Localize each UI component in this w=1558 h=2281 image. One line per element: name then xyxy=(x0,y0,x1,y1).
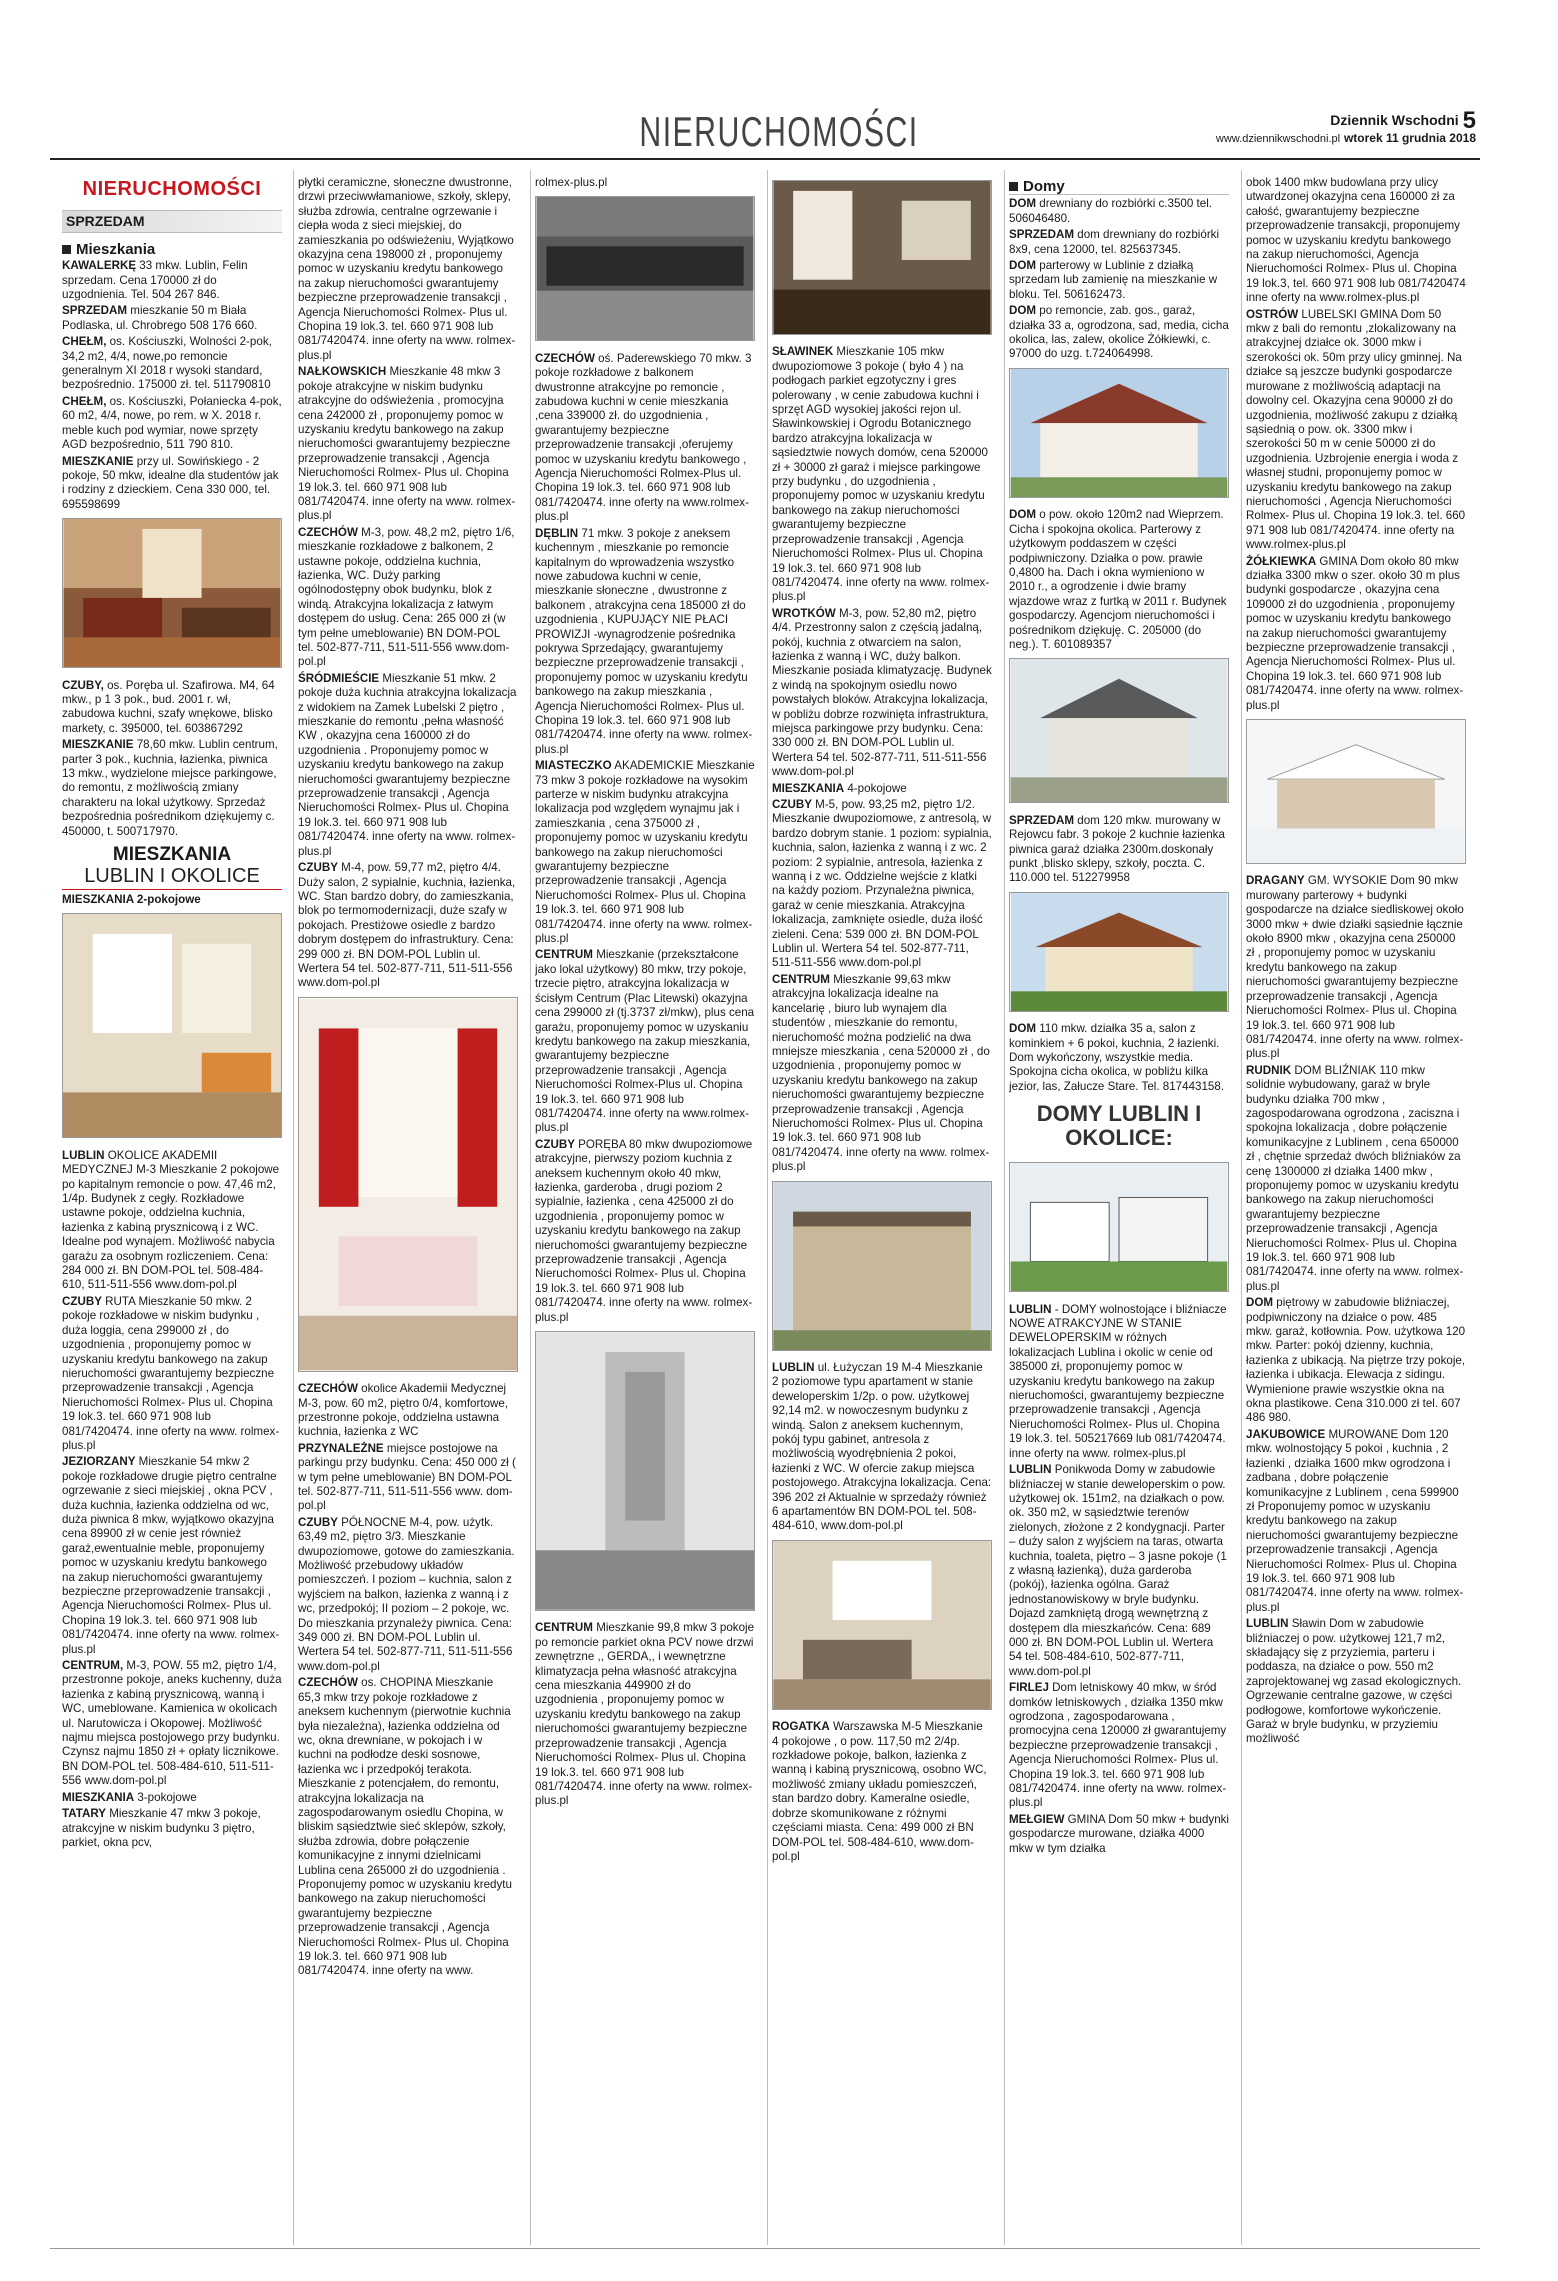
ad-text: PÓŁNOCNE M-4, pow. użytk. 63,49 m2, piętro 3/3. Mieszkanie dwupoziomowe, gotowe do zamieszkania. Możliwość przebudowy układów pomieszczeń. I poziom – kuchnia, salon z wyjściem na balkon, łazienka z wanną i z wc, przedpokój; II poziom – 2 pokoje, wc. Do mieszkania przynależy piwnica. Cena: 349 000 zł. BN DOM-POL Lublin ul. Wertera 54 tel. 502-877-711, 511-511-556 www.dom-pol.pl xyxy=(298,1515,515,1673)
ad-lead: DOM xyxy=(1009,1022,1037,1036)
classified-ad xyxy=(772,607,992,780)
classified-ad xyxy=(298,176,518,363)
ad-lead: MIESZKANIA xyxy=(772,781,845,795)
ad-text: OKOLICE AKADEMII MEDYCZNEJ M-3 Mieszkanie 2 pokojowe po kapitalnym remoncie o pow. 47,46 m2, 1/4p. Budynek z cegły. Rozkładowe ustawne pokoje, oddzielna kuchnia, łazienka z kabiną prysznicową i z WC. Idealne pod wynajem. Możliwość nabycia garażu za osobnym rozliczeniem. Cena: 284 000 zł. BN DOM-POL tel. 508-484-610, 511-511-556 www.dom-pol.pl xyxy=(62,1148,280,1292)
house-photo xyxy=(1009,368,1229,498)
classified-ad xyxy=(535,176,755,190)
ad-lead: DĘBLIN xyxy=(535,526,579,540)
classified-ad xyxy=(535,948,755,1135)
section-title: NIERUCHOMOŚCI xyxy=(82,178,262,200)
ad-lead: CENTRUM xyxy=(535,1621,593,1635)
ad-lead: SPRZEDAM xyxy=(62,304,128,318)
classified-ad xyxy=(62,679,282,737)
ad-text: obok 1400 mkw budowlana przy ulicy utwardzonej okazyjna cena 160000 zł za całość, gwarantujemy bezpieczne przeprowadzenie transakcji, proponujemy pomoc w uzyskaniu kredytu bankowego na zakup nieruchomości, Agencja Nieruchomości Rolmex- Plus ul. Chopina 19 lok.3, tel. 660 971 908 lub 081/7420474 inne oferty na www.rolmex-plus.pl xyxy=(1246,176,1466,305)
classified-ad xyxy=(298,365,518,523)
ad-lead: NAŁKOWSKICH xyxy=(298,365,387,379)
page-title: NIERUCHOMOŚCI xyxy=(639,108,919,155)
classified-ad xyxy=(298,1442,518,1514)
ad-text: 3-pokojowe xyxy=(134,1790,197,1804)
ad-lead: CZECHÓW xyxy=(298,1382,358,1396)
classified-ad xyxy=(1246,308,1466,553)
category-bar: SPRZEDAM xyxy=(62,210,282,232)
ad-text: oś. Paderewskiego 70 mkw. 3 pokoje rozkładowe z balkonem dwustronne atrakcyjne po remoncie , zabudowa kuchni w cenie mieszkania ,cena 339000 zł. do uzgodnienia , gwarantujemy bezpieczne przeprowadzenie transakcji ,oferujemy pomoc w uzyskaniu kredytu bankowego , Agencja Nieruchomości Rolmex-Plus ul. Chopina 19 lok.3. tel. 660 971 908 lub 081/7420474. inne oferty na www.rolmex-plus.pl xyxy=(535,351,752,524)
ad-text: Mieszkanie 99,8 mkw 3 pokoje po remoncie parkiet okna PCV nowe drzwi zewnętrzne ,, GERDA,, i wewnętrzne klimatyzacja pełna własność atrakcyjna cena mieszkania 449900 zł do uzgodnienia , proponujemy pomoc w uzyskaniu kredytu bankowego na zakup nieruchomości gwarantujemy bezpieczne przeprowadzenie transakcji , Agencja Nieruchomości Rolmex- Plus ul. Chopina 19 lok.3. tel. 660 971 908 lub 081/7420474. inne oferty na www. rolmex-plus.pl xyxy=(535,1621,755,1808)
ad-lead: LUBLIN xyxy=(1009,1463,1052,1477)
classified-ad xyxy=(1246,1428,1466,1615)
ad-lead: MIESZKANIA xyxy=(62,1790,135,1804)
ad-text: 33 mkw. Lublin, Felin sprzedam. Cena 170000 zł do uzgodnienia. Tel. 504 267 846. xyxy=(62,259,248,302)
ad-lead: TATARY xyxy=(62,1807,107,1821)
classified-ad xyxy=(535,1138,755,1325)
ad-lead: CZUBY, xyxy=(62,678,104,692)
classified-ad xyxy=(772,973,992,1175)
ad-text: rolmex-plus.pl xyxy=(535,176,608,189)
classified-ad xyxy=(62,1791,282,1805)
ad-lead: DOM xyxy=(1009,259,1037,273)
ad-lead: MIESZKANIE xyxy=(62,454,134,468)
issue-date: wtorek 11 grudnia 2018 xyxy=(1343,131,1476,145)
column-2 xyxy=(298,176,518,2242)
footer-rule xyxy=(50,2248,1480,2249)
classified-ad xyxy=(772,1361,992,1534)
ad-text: ul. Łużyczan 19 M-4 Mieszkanie 2 poziomowe typu apartament w stanie deweloperskim 1/2p. o pow. użytkowej 92,14 m2. w nowoczesnym budynku z windą. Salon z aneksem kuchennym, pokój typu gabinet, antresola z możliwością wyodrębnienia 2 pokoi, łazienki z WC. W ofercie zakup miejsca postojowego. Atrakcyjna lokalizacja. Cena: 396 202 zł Aktualnie w sprzedaży również 6 apartamentów BN DOM-POL tel. 508-484-610, www.dom-pol.pl xyxy=(772,1360,992,1533)
classified-ad xyxy=(62,1295,282,1453)
classified-ad xyxy=(62,304,282,333)
block-subtitle: LUBLIN I OKOLICE xyxy=(84,865,260,887)
classified-ad xyxy=(1009,1681,1229,1811)
classified-ad xyxy=(1246,1617,1466,1747)
house-photo xyxy=(1009,892,1229,1012)
ad-lead: SŁAWINEK xyxy=(772,345,834,359)
ad-text: Sławin Dom w zabudowie bliźniaczej o pow. użytkowej 121,7 m2, składający się z przyziemia, parteru i poddasza, na działce o pow. 550 m2 zaprojektowanej wg zasad ekologicznych. Ogrzewanie centralne gazowe, w części podłogowe, komfortowe wykończenie. Garaż w bryle budynku, w przyziemiu możliwość xyxy=(1246,1617,1462,1746)
bright-room-photo xyxy=(62,913,282,1138)
ad-text: dom drewniany do rozbiórki 8x9, cena 12000, tel. 825637345. xyxy=(1009,228,1220,256)
ad-lead: DRAGANY xyxy=(1246,874,1305,888)
ad-text: M-3, pow. 52,80 m2, piętro 4/4. Przestronny salon z częścią jadalną, pokój, kuchnia z otwarciem na salon, łazienka z wanną i WC, duży balkon. Mieszkanie posiada klimatyzację. Budynek z windą na spokojnym osiedlu nowo powstałych bloków. Atrakcyjna lokalizacja, w pobliżu dobrze rozwinięta infrastruktura, miejsca parkingowe przy budynku. Cena: 330 000 zł. BN DOM-POL Lublin ul. Wertera 54 tel. 502-877-711, 511-511-556 www.dom-pol.pl xyxy=(772,606,992,779)
ad-lead: SPRZEDAM xyxy=(1009,228,1075,242)
ad-lead: CZUBY xyxy=(772,798,812,811)
ad-lead: CZUBY xyxy=(298,861,338,875)
masthead xyxy=(1215,107,1476,147)
ad-text: przy ul. Sowińskiego - 2 pokoje, 50 mkw, idealne dla studentów jak i rodziny z dzieckiem. Cena 330 000, tel. 695598699 xyxy=(62,454,279,511)
ad-text: Mieszkanie (przekształcone jako lokal użytkowy) 80 mkw, trzy pokoje, trzecie piętro, atrakcyjna lokalizacja w ścisłym Centrum (Plac Litewski) okazyjna cena 299000 zł (tj.3737 zł/mkw), plus cena garażu, proponujemy pomoc w uzyskaniu kredytu bankowego na zakup mieszkania, gwarantujemy bezpieczne przeprowadzenie transakcji , Agencja Nieruchomości Rolmex-Plus ul. Chopina 19 lok.3. tel. 660 971 908 lub 081/7420474. inne oferty na www.rolmex-plus.pl xyxy=(535,948,755,1135)
ad-text: M-5, pow. 93,25 m2, piętro 1/2. Mieszkanie dwupoziomowe, z antresolą, w bardzo dobrym stanie. 1 poziom: sypialnia, kuchnia, salon, łazienka z wanną i z wc. 2 poziom: 2 sypialnie, antresola, łazienka z wanną i z wc. Oddzielne wejście z klatki na każdy poziom. Przynależna piwnica, garaż w cenie mieszkania. Atrakcyjna lokalizacja, zamknięte osiedle, duża ilość zieleni. Cena: 539 000 zł. BN DOM-POL Lublin ul. Wertera 54 tel. 502-877-711, 511-511-556 www.dom-pol.pl xyxy=(772,798,992,970)
classified-ad xyxy=(298,1382,518,1440)
ad-lead: WROTKÓW xyxy=(772,606,836,620)
ad-lead: DOM xyxy=(1009,304,1037,318)
ad-lead: PRZYNALEŻNE xyxy=(298,1441,384,1455)
ad-lead: CENTRUM xyxy=(772,972,830,986)
classified-ad xyxy=(772,798,992,971)
ad-lead: FIRLEJ xyxy=(1009,1681,1049,1695)
ad-text: o pow. około 120m2 nad Wieprzem. Cicha i spokojna okolica. Parterowy z użytkowym poddaszem w części podpiwniczony. Działka o pow. prawie 0,4800 ha. Dach i okna wymieniono w 2010 r., a ogrodzenie i dwie bramy wjazdowe wraz z furtką w 2011 r. Budynek gospodarczy. Agencjom nieruchomości i pośrednikom dziękuję. C. 205000 (do neg.). T. 601089357 xyxy=(1009,508,1227,651)
ad-lead: CZECHÓW xyxy=(298,1676,358,1690)
ad-lead: DOM xyxy=(1246,1296,1274,1310)
block-rule xyxy=(62,889,282,890)
ad-text: okolice Akademii Medycznej M-3, pow. 60 m2, piętro 0/4, komfortowe, przestronne pokoje, oddzielna ustawna kuchnia, łazienka z WC xyxy=(298,1382,509,1439)
column-1 xyxy=(62,176,282,2242)
ad-text: AKADEMICKIE Mieszkanie 73 mkw 3 pokoje rozkładowe na wysokim parterze w niskim budynku atrakcyjna lokalizacja pod względem wynajmu jak i zamieszkania , cena 375000 zł , proponujemy pomoc w uzyskaniu kredytu bankowego na zakup nieruchomości gwarantujemy bezpieczne przeprowadzenie transakcji , Agencja Nieruchomości Rolmex- Plus ul. Chopina 19 lok.3. tel. 660 971 908 lub 081/7420474. inne oferty na www. rolmex-plus.pl xyxy=(535,759,755,946)
ad-text: Mieszkanie 99,63 mkw atrakcyjna lokalizacja idealne na kancelarię , biuro lub wynajem dla studentów , mieszkanie do remontu, nieruchomość można podzielić na dwa mniejsze mieszkania , cena 520000 zł , do uzgodnienia , proponujemy pomoc w uzyskaniu kredytu bankowego na zakup nieruchomości gwarantujemy bezpieczne przeprowadzenie transakcji , Agencja Nieruchomości Rolmex- Plus ul. Chopina 19 lok.3. tel. 660 971 908 lub 081/7420474. inne oferty na www. rolmex-plus.pl xyxy=(772,972,990,1174)
classified-ad xyxy=(535,759,755,946)
ad-text: M-4, pow. 59,77 m2, piętro 4/4. Duży salon, 2 sypialnie, kuchnia, łazienka, WC. Stan bardzo dobry, do zamieszkania, blok po termomodernizacji, duże szafy w pokojach. Prestiżowe osiedle z bardzo dobrym dostępem do infrastruktury. Cena: 299 000 zł. BN DOM-POL Lublin ul. Wertera 54 tel. 502-877-711, 511-511-556 www.dom-pol.pl xyxy=(298,861,516,990)
ad-text: GM. WYSOKIE Dom 90 mkw murowany parterowy + budynki gospodarcze na działce siedliskowej około 3000 mkw + dwie działki sąsiednie łącznie około 8900 mkw , okazyjna cena 250000 zł , proponujemy pomoc w uzyskaniu kredytu bankowego na zakup nieruchomości gwarantujemy bezpieczne przeprowadzenie transakcji , Agencja Nieruchomości Rolmex- Plus ul. Chopina 19 lok.3. tel. 660 971 908 lub 081/7420474. inne oferty na www. rolmex-plus.pl xyxy=(1246,874,1464,1061)
ad-text: M-3, pow. 48,2 m2, piętro 1/6, mieszkanie rozkładowe z balkonem, 2 ustawne pokoje, oddzielna kuchnia, łazienka, WC. Duży parking ogólnodostępny obok budynku, blok z windą. Atrakcyjna lokalizacja z łatwym dostępem do usług. Cena: 265 000 zł (w tym pełne umeblowanie) BN DOM-POL tel. 502-877-711, 511-511-556 www.dom-pol.pl xyxy=(298,525,515,669)
ad-text: Mieszkanie 48 mkw 3 pokoje atrakcyjne w niskim budynku atrakcyjne do odświeżenia , promocyjna cena 242000 zł , proponujemy pomoc w uzyskaniu kredytu bankowego na zakup nieruchomości gwarantujemy bezpieczne przeprowadzenie transakcji , Agencja Nieruchomości Rolmex- Plus ul. Chopina 19 lok.3. tel. 660 971 908 lub 081/7420474. inne oferty na www. rolmex-plus.pl xyxy=(298,365,516,523)
paper-url[interactable]: www.dziennikwschodni.pl xyxy=(1215,133,1341,145)
header-rule xyxy=(50,158,1480,160)
ad-text: 110 mkw. działka 35 a, salon z kominkiem + 6 pokoi, kuchnia, 2 łazienki. Dom wykończony, wszystkie media. Spokojna cicha okolica, w pobliżu kilka jezior, las, Załucze Stare. Tel. 817443158. xyxy=(1009,1022,1225,1093)
ad-lead: LUBLIN xyxy=(62,1148,105,1162)
ad-lead: CHEŁM, xyxy=(62,394,107,408)
classified-ad xyxy=(1009,1813,1229,1856)
ad-text: 4-pokojowe xyxy=(844,781,907,795)
classified-ad xyxy=(1246,176,1466,306)
ad-text: parterowy w Lublinie z działką sprzedam lub zamienię na mieszkanie w bloku. Tel. 506162473. xyxy=(1009,259,1218,301)
ad-text: MUROWANE Dom 120 mkw. wolnostojący 5 pokoi , kuchnia , 2 łazienki , działka 1600 mkw ogrodzona i zadbana , dobre połączenie komunikacyjne z Lublinem , cena 599900 zł Proponujemy pomoc w uzyskaniu kredytu bankowego na zakup nieruchomości gwarantujemy bezpieczne przeprowadzenie transakcji , Agencja Nieruchomości Rolmex- Plus ul. Chopina 19 lok.3. tel. 660 971 908 lub 081/7420474. inne oferty na www. rolmex-plus.pl xyxy=(1246,1427,1464,1614)
paper-name: Dziennik Wschodni xyxy=(1330,112,1459,128)
subcategory-heading: Domy xyxy=(1009,180,1229,195)
classified-ad xyxy=(1009,1463,1229,1679)
classified-ad xyxy=(298,526,518,670)
stairs-photo xyxy=(772,180,992,335)
classified-ad xyxy=(1009,228,1229,257)
ad-text: M-3, POW. 55 m2, piętro 1/4, przestronne pokoje, aneks kuchenny, duża łazienka z kabiną prysznicową, wanną i WC, umeblowane. Kamienica w okolicach ul. Narutowicza i Okopowej. Możliwość najmu miejsca postojowego przy budynku. Czynsz najmu 1850 zł + opłaty licznikowe. BN DOM-POL tel. 508-484-610, 511-511-556 www.dom-pol.pl xyxy=(62,1659,282,1788)
ad-text: os. CHOPINA Mieszkanie 65,3 mkw trzy pokoje rozkładowe z aneksem kuchennym (pierwotnie kuchnia była niezależna), łazienka oddzielna od wc, okna drewniane, w pokojach i w kuchni na podłodze deski sosnowe, łazienka wc i przedpokój terakota. Mieszkanie z potencjałem, do remontu, atrakcyjna lokalizacja na zagospodarowanym osiedlu Chopina, w bliskim sąsiedztwie sieć sklepów, szkoły, służba zdrowia, dobre połączenie komunikacyjne z innymi dzielnicami Lublina cena 265000 zł do uzgodnienia . Proponujemy pomoc w uzyskaniu kredytu bankowego na zakup nieruchomości gwarantujemy bezpieczne przeprowadzenie transakcji , Agencja Nieruchomości Rolmex- Plus ul. Chopina 19 lok.3. tel. 660 971 908 lub 081/7420474. inne oferty na www. xyxy=(298,1676,512,1978)
classified-ad xyxy=(1009,1303,1229,1461)
ad-text: Dom letniskowy 40 mkw, w śród domków letniskowych , działka 1350 mkw ogrodzona , zagospodarowana , promocyjna cena 120000 zł gwarantujemy bezpieczne przeprowadzenie transakcji , Agencja Nieruchomości Rolmex- Plus ul. Chopina 19 lok.3. tel. 660 971 908 lub 081/7420474. inne oferty na www. rolmex-plus.pl xyxy=(1009,1681,1227,1810)
townhouse-photo xyxy=(772,1181,992,1351)
ad-text: dom 120 mkw. murowany w Rejowcu fabr. 3 pokoje 2 kuchnie łazienka piwnica garaż działka 2300m.doskonały punkt ,blisko sklepy, szkoły, poczta. C. 110.000 tel. 512279958 xyxy=(1009,813,1225,885)
ad-text: miejsce postojowe na parkingu przy budynku. Cena: 450 000 zł ( w tym pełne umeblowanie) BN DOM-POL tel. 502-877-711, 511-511-556 www. dom-pol.pl xyxy=(298,1441,516,1513)
ad-text: płytki ceramiczne, słoneczne dwustronne, drzwi przeciwwłamaniowe, szkoły, sklepy, służba zdrowia, centralne ogrzewanie i ciepła woda z sieci miejskiej, do zamieszkania po odświeżeniu, Wyjątkowo okazyjna cena 198000 zł , proponujemy pomoc w uzyskaniu kredytu bankowego na zakup nieruchomości gwarantujemy bezpieczne przeprowadzenie transakcji , Agencja Nieruchomości Rolmex- Plus ul. Chopina 19 lok.3. tel. 660 971 908 lub 081/7420474. inne oferty na www. rolmex-plus.pl xyxy=(298,176,516,362)
classified-ad xyxy=(62,1659,282,1789)
ad-text: os. Poręba ul. Szafirowa. M4, 64 mkw., p 1 3 pok., bud. 2001 r. wł, zabudowa kuchni, szafy wnękowe, blisko markety, c. 395000, tel. 603867292 xyxy=(62,678,275,735)
classified-ad xyxy=(1246,874,1466,1061)
ad-text: mieszkanie 50 m Biała Podlaska, ul. Chrobrego 508 176 660. xyxy=(62,304,258,332)
ad-lead: CZUBY xyxy=(535,1137,575,1151)
block-sub: MIESZKANIA 2-pokojowe xyxy=(62,893,201,906)
ad-text: GMINA Dom około 80 mkw działka 3300 mkw o szer. około 30 m plus budynki gospodarcze , okazyjna cena 109000 zł do uzgodnienia , proponujemy pomoc w uzyskaniu kredytu bankowego na zakup nieruchomości gwarantujemy bezpieczne przeprowadzenie transakcji , Agencja Nieruchomości Rolmex- Plus ul. Chopina 19 lok.3. tel. 660 971 908 lub 081/7420474. inne oferty na www. rolmex-plus.pl xyxy=(1246,554,1464,712)
classified-ad xyxy=(62,738,282,839)
ad-lead: MIASTECZKO xyxy=(535,759,612,773)
classified-ad xyxy=(1009,304,1229,362)
living-room-photo xyxy=(772,1540,992,1710)
classified-ad xyxy=(1009,814,1229,886)
classified-ad xyxy=(298,1516,518,1674)
classified-ad xyxy=(62,259,282,302)
ad-lead: LUBLIN xyxy=(772,1360,815,1374)
ad-lead: ROGATKA xyxy=(772,1720,830,1734)
classified-ad xyxy=(298,861,518,991)
ad-text: 78,60 mkw. Lublin centrum, parter 3 pok., kuchnia, łazienka, piwnica 13 mkw., wydzielone miejsce parkingowe, do remontu, z możliwością zmiany charakteru na lokal użytkowy. Sprzedaż bezpośrednia pośrednikom dziękujemy c. 450000, t. 500717970. xyxy=(62,738,278,838)
ad-lead: JAKUBOWICE xyxy=(1246,1427,1326,1441)
ad-lead: CZECHÓW xyxy=(298,525,358,539)
ad-lead: CZUBY xyxy=(62,1294,102,1308)
house-photo xyxy=(1009,658,1229,803)
ad-text: GMINA Dom 50 mkw + budynki gospodarcze murowane, działka 4000 mkw w tym działka xyxy=(1009,1812,1229,1855)
ad-lead: ŚRÓDMIEŚCIE xyxy=(298,671,380,685)
classified-ad xyxy=(298,1676,518,1979)
ad-lead: RUDNIK xyxy=(1246,1063,1292,1077)
classified-ad xyxy=(62,1807,282,1850)
ad-text: DOM BLIŹNIAK 110 mkw solidnie wybudowany, garaż w bryle budynku działka 700 mkw , zagospodarowana ogrodzona , zaciszna i spokojna lokalizacja , dobre połączenie komunikacyjne z Lublinem , cena 650000 zł , chętnie sprzedaż dwóch bliźniaków za cenę 1300000 zł działka 1400 mkw , proponujemy pomoc w uzyskaniu kredytu bankowego na zakup nieruchomości gwarantujemy bezpieczne przeprowadzenie transakcji , Agencja Nieruchomości Rolmex- Plus ul. Chopina 19 lok.3. tel. 660 971 908 lub 081/7420474. inne oferty na www. rolmex-plus.pl xyxy=(1246,1063,1464,1293)
ad-text: LUBELSKI GMINA Dom 50 mkw z bali do remontu ,zlokalizowany na atrakcyjnej działce ok. 3000 mkw i szerokości ok. 50m przy ulicy gminnej. Na działce są jeszcze budynki gospodarcze murowane z możliwością adaptacji na dowolny cel. Okazyjna cena 90000 zł do uzgodnienia, możliwość zakupu z działką sąsiednią o pow. ok. 3300 mkw i szerokości 50 m w cenie 50000 zł do uzgodnienia. Uzbrojenie energia i woda z własnej studni, proponujemy pomoc w uzyskaniu kredytu bankowego na zakup nieruchomości , Agencja Nieruchomości Rolmex- Plus ul. Chopina 19 lok.3. tel. 660 971 908 lub 081/7420474. inne oferty na www.rolmex-plus.pl xyxy=(1246,307,1466,552)
classified-ad xyxy=(298,672,518,859)
ad-lead: LUBLIN xyxy=(1009,1302,1052,1316)
ad-lead: DOM xyxy=(1009,197,1037,211)
classified-ad xyxy=(1009,1022,1229,1094)
kitchen-photo xyxy=(535,196,755,341)
ad-lead: CENTRUM, xyxy=(62,1659,124,1673)
ad-text: Mieszkanie 51 mkw. 2 pokoje duża kuchnia atrakcyjna lokalizacja z widokiem na Zamek Lubelski 2 piętro , mieszkanie do remontu ,pełna własność KW , okazyjna cena 160000 zł do uzgodnienia . Proponujemy pomoc w uzyskaniu kredytu bankowego na zakup nieruchomości gwarantujemy bezpieczne przeprowadzenie transakcji , Agencja Nieruchomości Rolmex- Plus ul. Chopina 19 lok.3. tel. 660 971 908 lub 081/7420474. inne oferty na www. rolmex-plus.pl xyxy=(298,671,517,858)
ad-text: Warszawska M-5 Mieszkanie 4 pokojowe , o pow. 117,50 m2 2/4p. rozkładowe pokoje, balkon, łazienka z wanną i kabiną prysznicową, osobno WC, możliwość zmiany układu pomieszczeń, stan bardzo dobry. Kameralne osiedle, dobrze skomunikowane z różnymi częściami miasta. Cena: 499 000 zł BN DOM-POL tel. 508-484-610, www.dom-pol.pl xyxy=(772,1720,987,1863)
ad-lead: KAWALERKĘ xyxy=(62,259,137,273)
ad-lead: JEZIORZANY xyxy=(62,1455,136,1469)
modern-houses-photo xyxy=(1009,1162,1229,1292)
ad-text: Mieszkanie 47 mkw 3 pokoje, atrakcyjne w niskim budynku 3 piętro, parkiet, okna pcv, xyxy=(62,1807,261,1849)
classified-ad xyxy=(772,1720,992,1864)
block-title: DOMY LUBLIN I OKOLICE: xyxy=(1036,1101,1202,1151)
classified-ad xyxy=(62,1149,282,1293)
ad-lead: ŻÓŁKIEWKA xyxy=(1246,554,1317,568)
ad-text: os. Kościuszki, Połaniecka 4-pok, 60 m2, 4/4, nowe, po rem. w X. 2018 r. meble kuch pod wymiar, nowe sprzęty AGD bezpośrednio, 511 790 810. xyxy=(62,394,282,452)
ad-text: Ponikwoda Domy w zabudowie bliźniaczej w stanie deweloperskim o pow. użytkowej ok. 151m2, na działkach o pow. ok. 350 m2, w sąsiedztwie terenów zielonych, złożone z 2 kondygnacji. Parter – duży salon z wyjściem na taras, otwarta kuchnia, toaleta, piętro – 3 jasne pokoje (1 z własną łazienką), duża garderoba (pokój), łazienka ogólna. Garaż jednostanowiskowy w bryle budynku. Dojazd zamkniętą drogą wewnętrzną z dostępem dla mieszkańców. Cena: 689 000 zł. BN DOM-POL Lublin ul. Wertera 54 tel. 508-484-610, 502-877-711, www.dom-pol.pl xyxy=(1009,1463,1227,1678)
classified-ad xyxy=(1246,555,1466,713)
ad-lead: MEŁGIEW xyxy=(1009,1812,1065,1826)
ad-text: drewniany do rozbiórki c.3500 tel. 506046480. xyxy=(1009,197,1212,225)
classified-ad xyxy=(772,345,992,604)
ad-text: 71 mkw. 3 pokoje z aneksem kuchennym , mieszkanie po remoncie kapitalnym do wprowadzenia wszystko nowe zabudowa kuchni w cenie, mieszkanie słoneczne , dwustronne z balkonem , atrakcyjna cena 185000 zł do uzgodnienia , KUPUJĄCY NIE PŁACI PROWIZJI -wynagrodzenie pośrednika pokrywa Sprzedający, gwarantujemy bezpieczne przeprowadzenie transakcji , proponujemy pomoc w uzyskaniu kredytu bankowego na zakup mieszkania , Agencja Nieruchomości Rolmex- Plus ul. Chopina 19 lok.3. tel. 660 971 908 lub 081/7420474. inne oferty na www. rolmex-plus.pl xyxy=(535,526,753,756)
bedroom-photo xyxy=(298,997,518,1372)
column-3 xyxy=(535,176,755,2242)
classified-ad xyxy=(1246,1296,1466,1426)
ad-text: os. Kościuszki, Wolności 2-pok, 34,2 m2, 4/4, nowe,po remoncie generalnym XI 2018 r wysoki standard, bezpośrednio. 175000 zł. tel. 511790810 xyxy=(62,335,272,392)
ad-text: Mieszkanie 54 mkw 2 pokoje rozkładowe drugie piętro centralne ogrzewanie z sieci miejskiej , okna PCV , duża kuchnia, łazienka oddzielna od wc, duża piwnica 8 mkw, wyjątkowo okazyjna cena 89900 zł w cenie jest również garaż,ewentualnie meble, proponujemy pomoc w uzyskaniu kredytu bankowego na zakup nieruchomości gwarantujemy bezpieczne przeprowadzenie transakcji , Agencja Nieruchomości Rolmex- Plus ul. Chopina 19 lok.3. tel. 660 971 908 lub 081/7420474. inne oferty na www. rolmex-plus.pl xyxy=(62,1455,280,1656)
column-divider xyxy=(1241,170,1242,2245)
ad-lead: CZECHÓW xyxy=(535,351,595,365)
classified-ad xyxy=(1009,259,1229,302)
ad-lead: CZUBY xyxy=(298,1515,338,1529)
ad-text: Mieszkanie 105 mkw dwupoziomowe 3 pokoje ( było 4 ) na podłogach parkiet egzotyczny i gres polerowany , w cenie zabudowa kuchni i sprzęt AGD wysokiej jakości rejon ul. Sławinkowskiej i Ogrodu Botanicznego bardzo atrakcyjna lokalizacja w sąsiedztwie nowych domów, cena 520000 zł + 30000 zł garaż i miejsce parkingowe przy budynku , do uzgodnienia , proponujemy pomoc w uzyskaniu kredytu bankowego na zakup nieruchomości gwarantujemy bezpieczne przeprowadzenie transakcji , Agencja Nieruchomości Rolmex- Plus ul. Chopina 19 lok.3. tel. 660 971 908 lub 081/7420474. inne oferty na www. rolmex-plus.pl xyxy=(772,345,990,604)
ad-lead: MIESZKANIE xyxy=(62,738,134,752)
classified-ad xyxy=(62,455,282,513)
ad-lead: LUBLIN xyxy=(1246,1617,1289,1631)
column-6 xyxy=(1246,176,1466,2242)
snow-house-photo xyxy=(1246,719,1466,864)
classified-ad xyxy=(62,1455,282,1657)
classified-ad xyxy=(62,335,282,393)
column-divider xyxy=(1004,170,1005,2245)
ad-lead: CENTRUM xyxy=(535,948,593,962)
living-room-photo xyxy=(62,518,282,668)
column-divider xyxy=(530,170,531,2245)
classified-ad xyxy=(535,527,755,758)
page-number: 5 xyxy=(1462,107,1476,134)
classified-ad xyxy=(62,395,282,453)
classified-ad xyxy=(772,782,992,796)
hallway-photo xyxy=(535,1331,755,1611)
ad-lead: SPRZEDAM xyxy=(1009,813,1075,827)
column-divider xyxy=(767,170,768,2245)
classified-ad xyxy=(1009,197,1229,226)
ad-lead: DOM xyxy=(1009,508,1037,522)
ad-text: RUTA Mieszkanie 50 mkw. 2 pokoje rozkładowe w niskim budynku , duża loggia, cena 299000 zł , do uzgodnienia , proponujemy pomoc w uzyskaniu kredytu bankowego na zakup nieruchomości gwarantujemy bezpieczne przeprowadzenie transakcji , Agencja Nieruchomości Rolmex- Plus ul. Chopina 19 lok.3. tel. 660 971 908 lub 081/7420474. inne oferty na www. rolmex-plus.pl xyxy=(62,1294,280,1452)
ad-lead: OSTRÓW xyxy=(1246,307,1299,321)
column-divider xyxy=(293,170,294,2245)
ad-text: - DOMY wolnostojące i bliźniacze NOWE ATRAKCYJNE W STANIE DEWELOPERSKIM w różnych lokalizacjach Lublina i okolic w cenie od 385000 zł, proponujemy pomoc w uzyskaniu kredytu bankowego na zakup nieruchomości, gwarantujemy bezpieczne przeprowadzenie transakcji , Agencja Nieruchomości Rolmex- Plus ul. Chopina 19 lok.3. tel. 505217669 lub 081/7420474. inne oferty na www. rolmex-plus.pl xyxy=(1009,1302,1227,1460)
ad-lead: CHEŁM, xyxy=(62,335,107,349)
ad-text: PORĘBA 80 mkw dwupoziomowe atrakcyjne, pierwszy poziom kuchnia z aneksem kuchennym około 40 mkw, łazienka, garderoba , drugi poziom 2 sypialnie, łazienka , cena 425000 zł do uzgodnienia , proponujemy pomoc w uzyskaniu kredytu bankowego na zakup nieruchomości gwarantujemy bezpieczne przeprowadzenie transakcji , Agencja Nieruchomości Rolmex- Plus ul. Chopina 19 lok.3. tel. 660 971 908 lub 081/7420474. inne oferty na www. rolmex-plus.pl xyxy=(535,1137,753,1324)
classified-ad xyxy=(535,1621,755,1808)
column-4 xyxy=(772,176,992,2242)
classified-ad xyxy=(535,352,755,525)
column-5 xyxy=(1009,176,1229,2242)
subcategory-heading: Mieszkania xyxy=(62,243,282,257)
ad-text: piętrowy w zabudowie bliźniaczej, podpiwniczony na działce o pow. 485 mkw. garaż, kotłownia. Pow. użytkowa 120 mkw. Parter: pokój dzienny, kuchnia, łazienka z ubikacją. Na piętrze trzy pokoje, łazienka i ubikacja. Elewacja z sidingu. Wymienione prawie wszystkie okna na okna plastikowe. Cena 310.000 zł tel. 607 486 980. xyxy=(1246,1296,1466,1425)
ad-text: po remoncie, zab. gos., garaż, działka 33 a, ogrodzona, sad, media, cicha okolica, las, zalew, okolice Żółkiewki, c. 97000 do uzg. t.724064998. xyxy=(1009,304,1229,361)
block-title: MIESZKANIA xyxy=(112,844,232,865)
classified-ad xyxy=(1246,1064,1466,1295)
classified-ad xyxy=(1009,508,1229,652)
